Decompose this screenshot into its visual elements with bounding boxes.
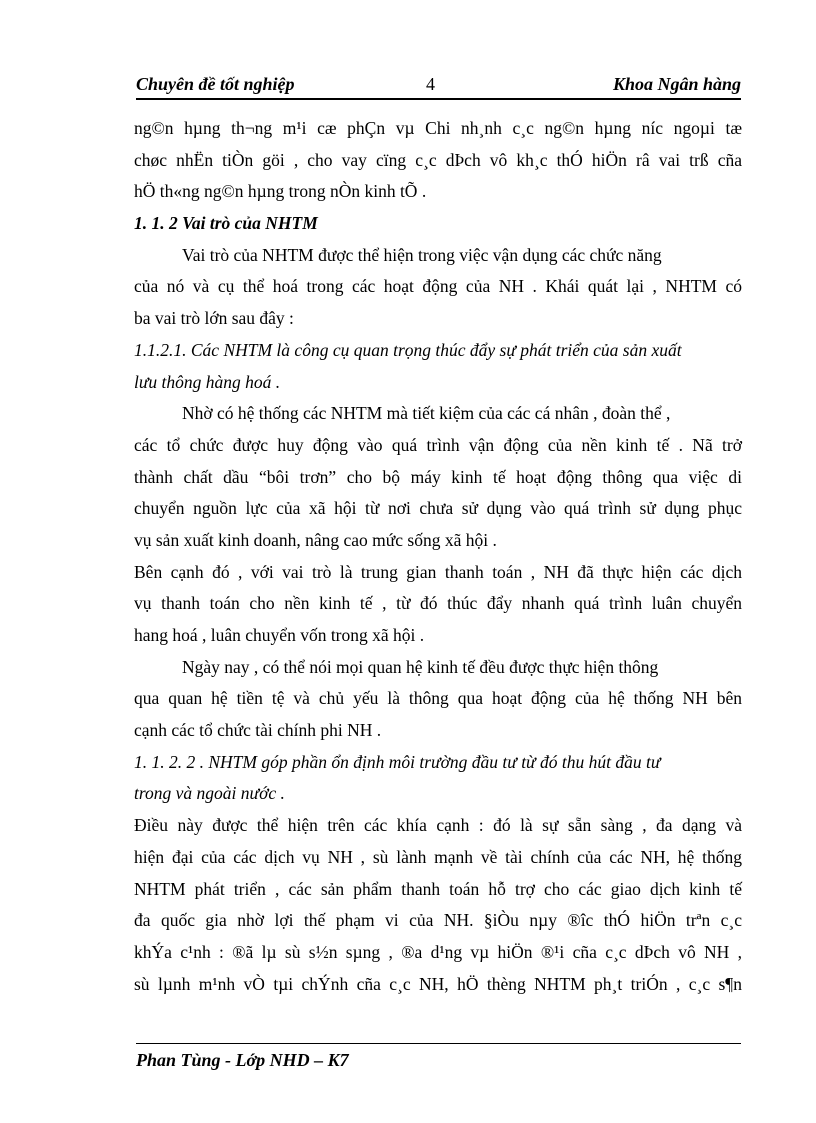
paragraph-line: hiện đại của các dịch vụ NH , sù lành mạnh về tài chính của các NH, hệ thống: [134, 846, 742, 867]
section-heading: 1. 1. 2 Vai trò của NHTM: [134, 213, 318, 234]
paragraph-line: Điều này được thể hiện trên các khía cạnh : đó là sự sẵn sàng , đa dạng và: [134, 815, 742, 836]
paragraph-line: ba vai trò lớn sau đây :: [134, 308, 294, 329]
paragraph-line: vụ sản xuất kinh doanh, nâng cao mức sống xã hội .: [134, 529, 497, 550]
page-number: 4: [426, 74, 435, 94]
thesis-title: Chuyên đề tốt nghiệp: [136, 74, 295, 94]
paragraph-line: của nó và cụ thể hoá trong các hoạt động của NH . Khái quát lại , NHTM có: [134, 276, 742, 297]
paragraph-line: hÖ th«ng ng©n hµng trong nÒn kinh tÕ .: [134, 181, 427, 202]
paragraph-line: vụ thanh toán cho nền kinh tế , từ đó thúc đẩy nhanh quá trình luân chuyển: [134, 593, 742, 614]
subsection-heading: lưu thông hàng hoá .: [134, 371, 281, 392]
page-footer: [136, 1043, 741, 1071]
faculty-name: Khoa Ngân hàng: [612, 74, 741, 94]
paragraph-line: qua quan hệ tiền tệ và chủ yếu là thông qua hoạt động của hệ thống NH bên: [134, 688, 742, 709]
subsection-heading: 1.1.2.1. Các NHTM là công cụ quan trọng thúc đẩy sự phát triển của sản xuất: [134, 339, 682, 360]
document-body: [134, 113, 742, 1000]
author-line: Phan Tùng - Lớp NHD – K7: [136, 1050, 349, 1070]
subsection-heading: trong và ngoài nước .: [134, 783, 285, 804]
paragraph-line: khÝa c¹nh : ®ã lµ sù s½n sµng , ®a d¹ng vµ hiÖn ®¹i cña c¸c dÞch vô NH ,: [134, 941, 742, 962]
paragraph-line: ng©n hµng th¬ng m¹i cæ phÇn vµ Chi nh¸nh c¸c ng©n hµng níc ngoµi tæ: [134, 118, 742, 138]
paragraph-line: thành chất dầu “bôi trơn” cho bộ máy kinh tế hoạt động thông qua việc di: [134, 466, 742, 487]
page-header: [136, 72, 741, 100]
paragraph-line: cạnh các tổ chức tài chính phi NH .: [134, 720, 382, 741]
paragraph-line: Ngày nay , có thể nói mọi quan hệ kinh tế đều được thực hiện thông: [182, 656, 659, 677]
paragraph-line: sù lµnh m¹nh vÒ tµi chÝnh cña c¸c NH, hÖ thèng NHTM ph¸t triÓn , c¸c s¶n: [134, 973, 742, 994]
paragraph-line: Vai trò của NHTM được thể hiện trong việc vận dụng các chức năng: [182, 244, 662, 265]
paragraph-line: hang hoá , luân chuyển vốn trong xã hội .: [134, 625, 425, 645]
paragraph-line: các tổ chức được huy động vào quá trình vận động của nền kinh tế . Nã trở: [134, 434, 742, 455]
paragraph-line: chøc nhËn tiÒn göi , cho vay cïng c¸c dÞch vô kh¸c thÓ hiÖn râ vai trß cña: [134, 149, 742, 170]
paragraph-line: chuyển nguồn lực của xã hội từ nơi chưa sử dụng vào quá trình sử dụng phục: [134, 498, 742, 519]
paragraph-line: Nhờ có hệ thống các NHTM mà tiết kiệm của các cá nhân , đoàn thể ,: [182, 403, 671, 424]
paragraph-line: đa quốc gia nhờ lợi thế phạm vi của NH. §iÒu nµy ®îc thÓ hiÖn trªn c¸c: [134, 910, 742, 931]
paragraph-line: Bên cạnh đó , với vai trò là trung gian thanh toán , NH đã thực hiện các dịch: [134, 561, 742, 582]
subsection-heading: 1. 1. 2. 2 . NHTM góp phần ổn định môi trường đầu tư từ đó thu hút đầu tư: [134, 751, 661, 772]
paragraph-line: NHTM phát triển , các sản phẩm thanh toán hỗ trợ cho các giao dịch kinh tế: [134, 878, 742, 899]
